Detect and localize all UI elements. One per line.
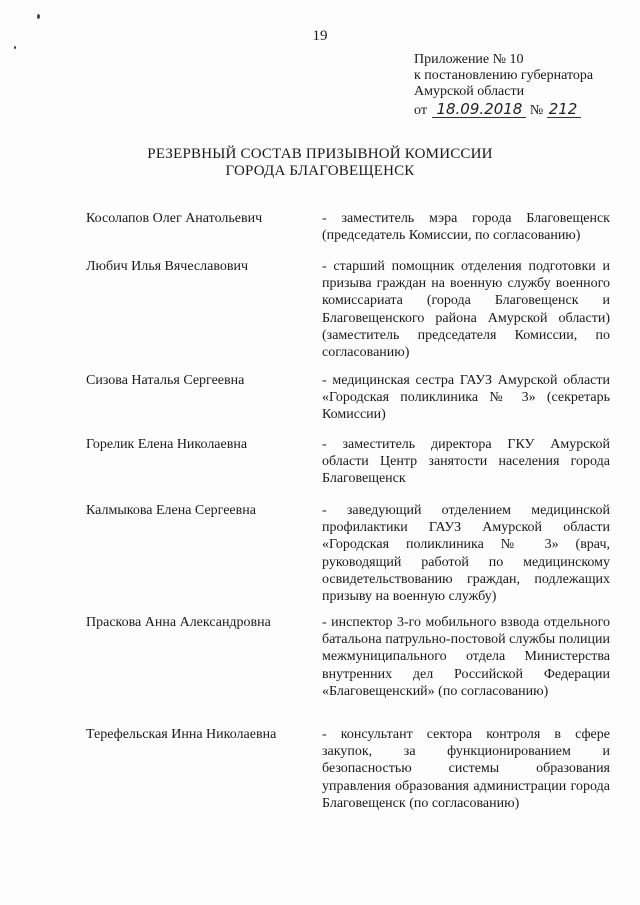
scan-speck <box>37 14 40 19</box>
member-role: - консультант сектора контроля в сфере закупок, за функционированием и безопасностью системы образования управления образования администрации города Благовещенск (по согласованию) <box>322 727 610 811</box>
title-line-2: ГОРОДА БЛАГОВЕЩЕНСК <box>225 163 415 179</box>
appendix-line-2: к постановлению губернатора <box>414 68 594 83</box>
member-name: Праскова Анна Александровна <box>86 615 271 630</box>
appendix-header <box>414 52 593 119</box>
handwritten-number: 212 <box>547 101 581 118</box>
date-prefix: от <box>414 103 427 118</box>
member-role: - старший помощник отделения подготовки и призыва граждан на военную службу военного комиссариата (города Благовещенск и Благовещенского района Амурской области) (заместитель председателя Комиссии, по согласованию) <box>322 259 610 361</box>
member-name: Любич Илья Вячеславович <box>86 259 248 274</box>
member-role: - заместитель мэра города Благовещенск (председатель Комиссии, по согласованию) <box>322 211 610 244</box>
member-name: Терефельская Инна Николаевна <box>86 727 277 742</box>
member-name: Горелик Елена Николаевна <box>86 437 248 452</box>
scan-speck <box>14 46 16 49</box>
document-title <box>0 146 640 180</box>
member-role: - медицинская сестра ГАУЗ Амурской области «Городская поликлиника № 3» (секретарь Комиссии) <box>322 373 610 423</box>
page-number: 19 <box>312 28 328 44</box>
appendix-line-3: Амурской области <box>414 84 525 99</box>
number-prefix: № <box>529 103 544 118</box>
member-role: - инспектор 3-го мобильного взвода отдельного батальона патрульно-постовой службы полиции межмуниципального отдела Министерства внутренних дел Российской Федерации «Благовещенский» (по согласованию) <box>322 615 610 699</box>
member-role: - заместитель директора ГКУ Амурской области Центр занятости населения города Благовещенск <box>322 437 610 487</box>
member-name: Сизова Наталья Сергеевна <box>86 373 245 388</box>
member-role: - заведующий отделением медицинской профилактики ГАУЗ Амурской области «Городская поликлиника № 3» (врач, руководящий работой по медицинскому освидетельствованию граждан, подлежащих призыву на военную службу) <box>322 503 610 605</box>
member-name: Косолапов Олег Анатольевич <box>86 211 263 226</box>
appendix-line-1: Приложение № 10 <box>414 52 524 67</box>
member-name: Калмыкова Елена Сергеевна <box>86 503 256 518</box>
appendix-date-line <box>414 101 593 119</box>
handwritten-date: 18.09.2018 <box>432 101 526 118</box>
title-line-1: РЕЗЕРВНЫЙ СОСТАВ ПРИЗЫВНОЙ КОМИССИИ <box>147 146 493 162</box>
